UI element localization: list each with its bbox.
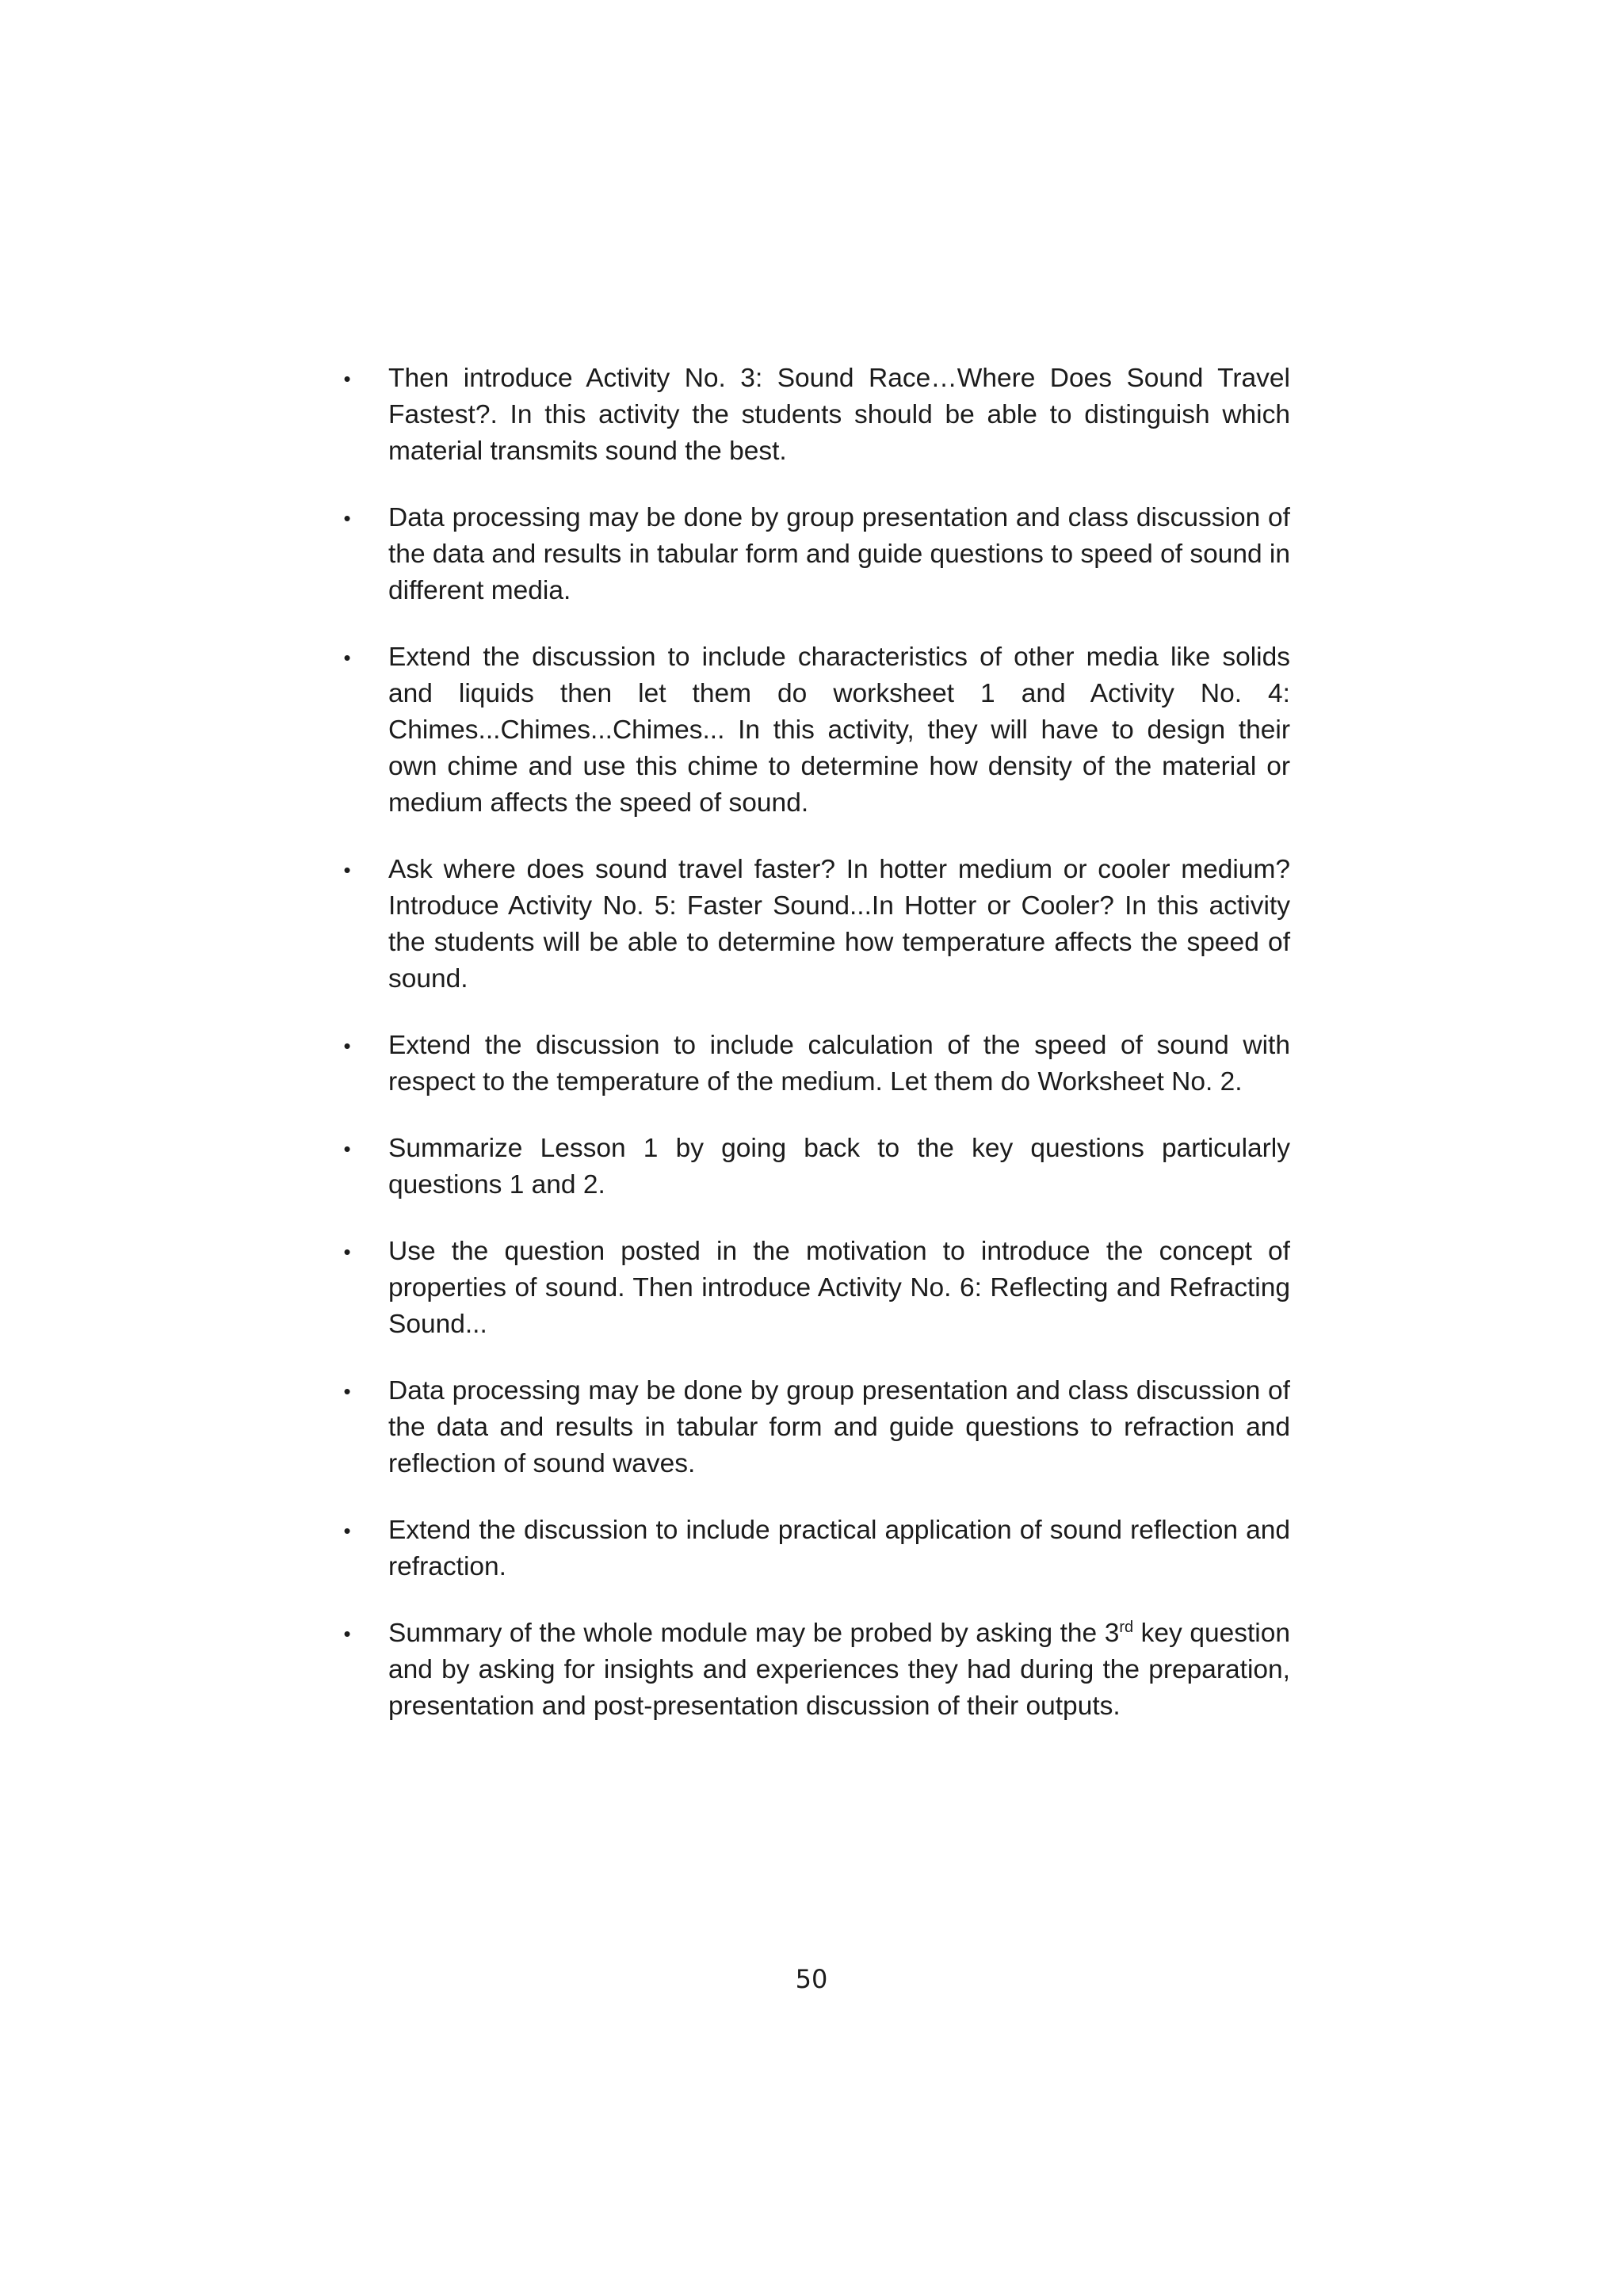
bullet-icon: • <box>343 1622 351 1646</box>
bullet-text <box>388 1615 1290 1725</box>
bullet-text: Then introduce Activity No. 3: Sound Race…Where Does Sound Travel Fastest?. In this activity the students should be able to distinguish which material transmits sound the best. <box>388 364 1290 466</box>
list-item <box>339 1028 1290 1100</box>
list-item <box>339 360 1290 470</box>
bullet-text: Data processing may be done by group presentation and class discussion of the data and results in tabular form and guide questions to refraction and reflection of sound waves. <box>388 1376 1290 1478</box>
bullet-text: Use the question posted in the motivation to introduce the concept of properties of sound. Then introduce Activity No. 6: Reflecting and Refracting Sound... <box>388 1237 1290 1339</box>
ordinal-superscript: rd <box>1119 1618 1134 1636</box>
bullet-icon: • <box>343 858 351 882</box>
list-item <box>339 1234 1290 1343</box>
bullet-text-part: Summary of the whole module may be probed by asking the 3 <box>388 1619 1120 1648</box>
bullet-icon: • <box>343 1379 351 1403</box>
bullet-icon: • <box>343 506 351 530</box>
list-item <box>339 852 1290 997</box>
bullet-text: Extend the discussion to include practical application of sound reflection and refraction. <box>388 1516 1290 1581</box>
bullet-list <box>339 360 1290 1755</box>
bullet-text: Extend the discussion to include calculation of the speed of sound with respect to the temperature of the medium. Let them do Worksheet No. 2. <box>388 1031 1290 1097</box>
list-item <box>339 1131 1290 1203</box>
bullet-icon: • <box>343 1519 351 1543</box>
list-item <box>339 639 1290 822</box>
bullet-text-part: key question and by asking for insights and experiences they had during the preparation, presentation and post-presentation discussion of their outputs. <box>388 1619 1290 1721</box>
list-item <box>339 500 1290 609</box>
list-item <box>339 1512 1290 1585</box>
bullet-icon: • <box>343 1137 351 1161</box>
bullet-text: Extend the discussion to include characteristics of other media like solids and liquids then let them do worksheet 1 and Activity No. 4: Chimes...Chimes...Chimes... In this activity, they will have to design their own chime and use this chime to determine how density of the material or medium affects the speed of sound. <box>388 643 1290 818</box>
bullet-text: Summarize Lesson 1 by going back to the key questions particularly questions 1 and 2. <box>388 1134 1290 1199</box>
bullet-icon: • <box>343 646 351 669</box>
list-item <box>339 1615 1290 1725</box>
bullet-icon: • <box>343 367 351 391</box>
bullet-text: Ask where does sound travel faster? In hotter medium or cooler medium? Introduce Activity No. 5: Faster Sound...In Hotter or Cooler? In this activity the students will be able to determine how temperature affects the speed of sound. <box>388 855 1290 994</box>
page-number: 50 <box>795 1964 828 1994</box>
list-item <box>339 1373 1290 1482</box>
bullet-icon: • <box>343 1034 351 1058</box>
bullet-icon: • <box>343 1240 351 1264</box>
bullet-text: Data processing may be done by group presentation and class discussion of the data and results in tabular form and guide questions to speed of sound in different media. <box>388 503 1290 605</box>
